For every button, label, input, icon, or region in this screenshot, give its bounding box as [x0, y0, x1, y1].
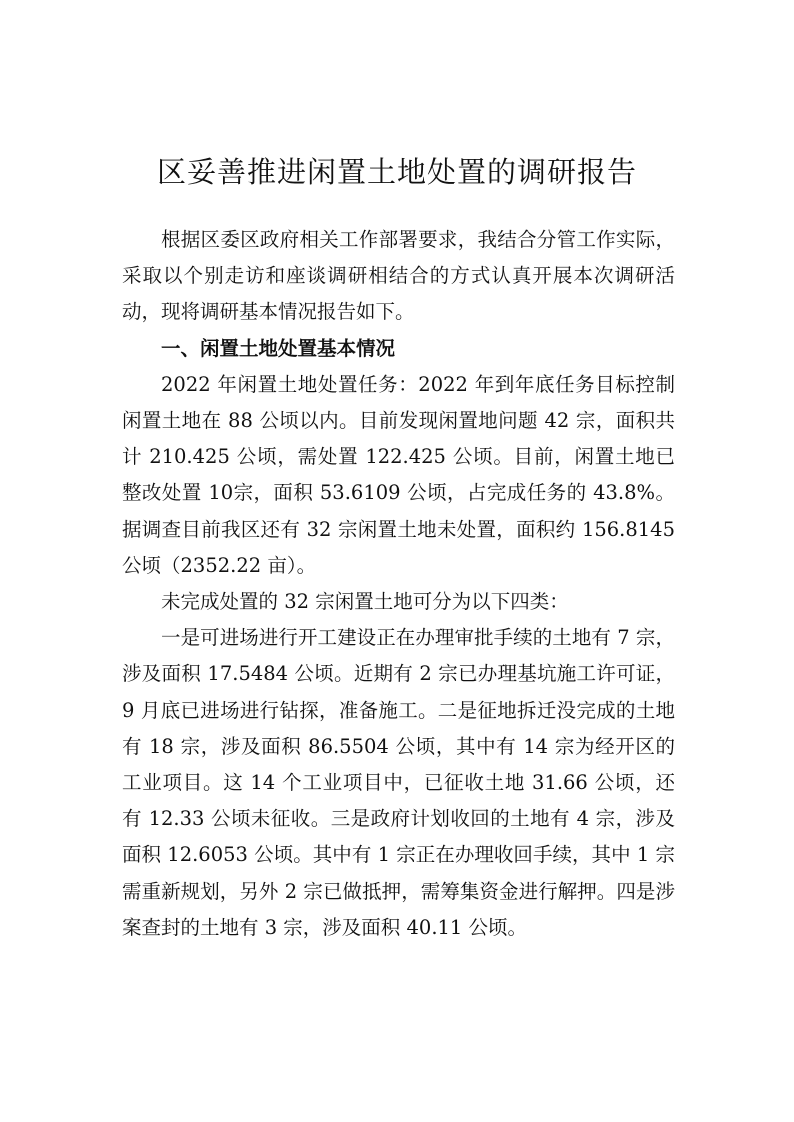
- intro-paragraph: 根据区委区政府相关工作部署要求，我结合分管工作实际，采取以个别走访和座谈调研相结合的方式认真开展本次调研活动，现将调研基本情况报告如下。: [122, 228, 675, 324]
- category-intro-paragraph: 未完成处置的 32 宗闲置土地可分为以下四类：: [161, 590, 569, 614]
- section-heading: 一、闲置土地处置基本情况: [161, 336, 396, 360]
- category-detail-paragraph: 一是可进场进行开工建设正在办理审批手续的土地有 7 宗，涉及面积 17.5484 公顷。近期有 2 宗已办理基坑施工许可证，9 月底已进场进行钻探，准备施工。二是征地拆迁没完成的土地有 18 宗，涉及面积 86.5504 公顷，其中有 14 宗为经开区的工业项目。这 14 个工业项目中，已征收土地 31.66 公顷，还有 12.33 公顷未征收。三是政府计划收回的土地有 4 宗，涉及面积 12.6053 公顷。其中有 1 宗正在办理收回手续，其中 1 宗需重新规划，另外 2 宗已做抵押，需筹集资金进行解押。四是涉案查封的土地有 3 宗，涉及面积 40.11 公顷。: [122, 626, 675, 939]
- document-body: [122, 222, 675, 946]
- task-paragraph: 2022 年闲置土地处置任务：2022 年到年底任务目标控制闲置土地在 88 公顷以内。目前发现闲置地问题 42 宗，面积共计 210.425 公顷，需处置 122.425 公顷。目前，闲置土地已整改处置 10宗，面积 53.6109 公顷，占完成任务的 43.8%。据调查目前我区还有 32 宗闲置土地未处置，面积约 156.8145 公顷（2352.22 亩）。: [122, 372, 675, 577]
- document-title: 区妥善推进闲置土地处置的调研报告: [156, 155, 637, 190]
